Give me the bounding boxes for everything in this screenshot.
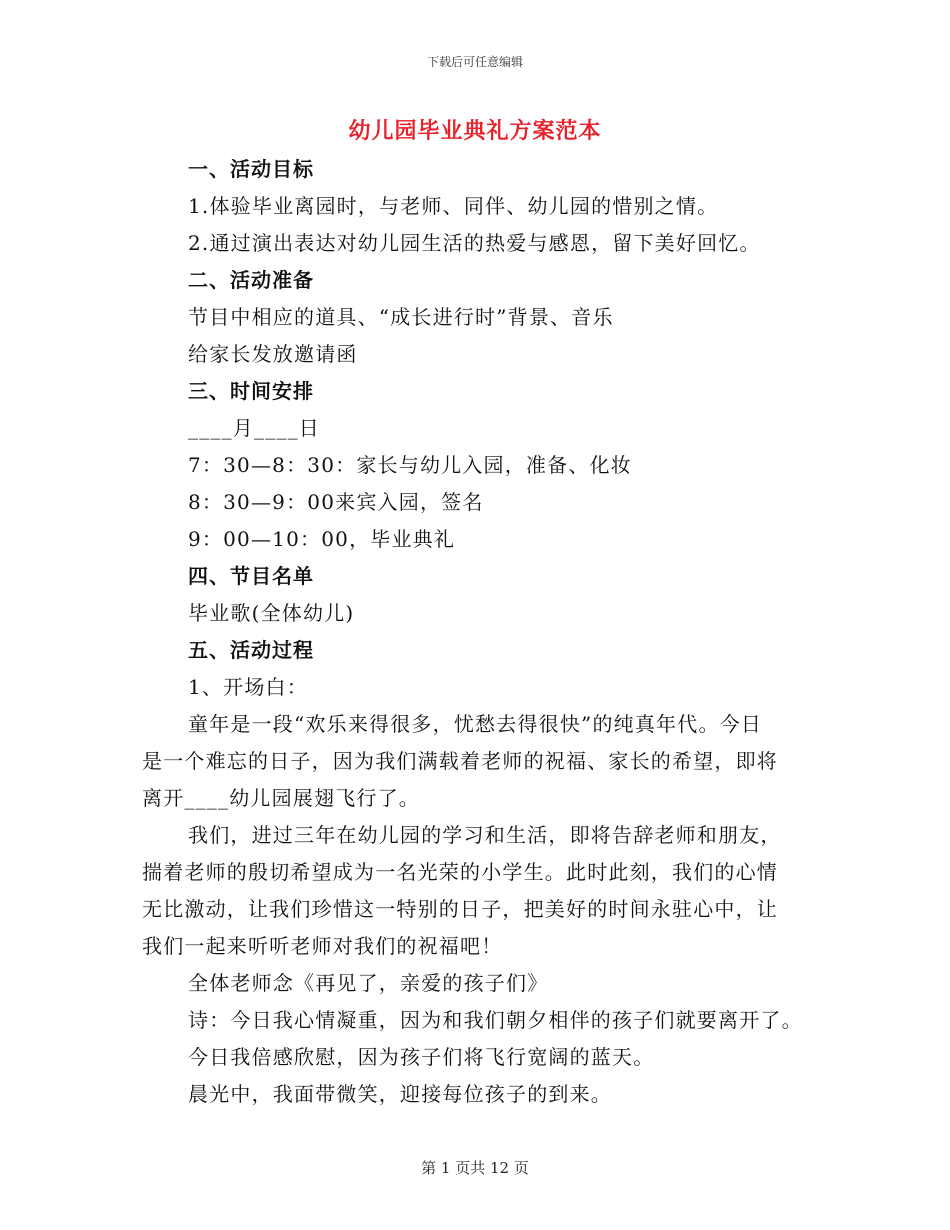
paragraph-line: 全体老师念《再见了，亲爱的孩子们》 xyxy=(188,971,549,995)
page-footer: 第 1 页共 12 页 xyxy=(421,1159,529,1177)
process-subheading-opening: 1、开场白： xyxy=(188,675,308,699)
poem-line: 诗：今日我心情凝重，因为和我们朝夕相伴的孩子们就要离开了。 xyxy=(188,1008,803,1032)
section-heading-program: 四、节目名单 xyxy=(188,564,314,588)
section-heading-preparation: 二、活动准备 xyxy=(188,268,314,292)
goal-item-1: 1.体验毕业离园时，与老师、同伴、幼儿园的惜别之情。 xyxy=(188,194,719,218)
poem-line: 晨光中，我面带微笑，迎接每位孩子的到来。 xyxy=(188,1082,612,1106)
paragraph-line: 离开____幼儿园展翅飞行了。 xyxy=(142,786,420,810)
poem-line: 今日我倍感欣慰，因为孩子们将飞行宽阔的蓝天。 xyxy=(188,1045,655,1069)
schedule-date: ____月____日 xyxy=(188,416,320,440)
preparation-item-1: 节目中相应的道具、“成长进行时”背景、音乐 xyxy=(188,305,614,329)
section-heading-schedule: 三、时间安排 xyxy=(188,379,314,403)
section-heading-process: 五、活动过程 xyxy=(188,638,314,662)
paragraph-line: 是一个难忘的日子，因为我们满载着老师的祝福、家长的希望，即将 xyxy=(142,749,778,773)
schedule-item-3: 9：00—10：00，毕业典礼 xyxy=(188,527,456,551)
paragraph-line: 我们一起来听听老师对我们的祝福吧！ xyxy=(142,934,503,958)
section-heading-goals: 一、活动目标 xyxy=(188,157,314,181)
schedule-item-1: 7：30—8：30：家长与幼儿入园，准备、化妆 xyxy=(188,453,632,477)
paragraph-line: 我们，进过三年在幼儿园的学习和生活，即将告辞老师和朋友， xyxy=(188,823,782,847)
paragraph-line: 揣着老师的殷切希望成为一名光荣的小学生。此时此刻，我们的心情 xyxy=(142,860,778,884)
header-note: 下载后可任意编辑 xyxy=(426,55,523,69)
paragraph-line: 无比激动，让我们珍惜这一特别的日子，把美好的时间永驻心中，让 xyxy=(142,897,778,921)
goal-item-2: 2.通过演出表达对幼儿园生活的热爱与感恩，留下美好回忆。 xyxy=(188,231,761,255)
paragraph-line: 童年是一段“欢乐来得很多，忧愁去得很快”的纯真年代。今日 xyxy=(188,712,763,736)
program-item-1: 毕业歌(全体幼儿) xyxy=(188,601,355,625)
schedule-item-2: 8：30—9：00来宾入园，签名 xyxy=(188,490,484,514)
document-title: 幼儿园毕业典礼方案范本 xyxy=(348,118,602,144)
preparation-item-2: 给家长发放邀请函 xyxy=(188,342,358,366)
